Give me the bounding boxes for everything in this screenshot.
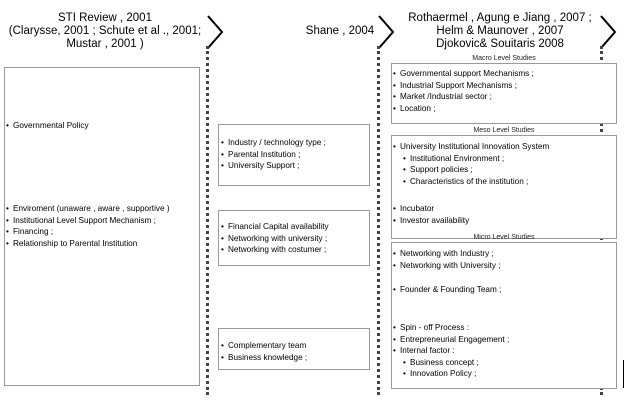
list-item: • Enviroment (unaware , aware , supportive ) [6,203,170,215]
list-item: • Governmental Policy [6,120,89,132]
micro-content-3 [393,322,509,380]
header-col2-line1: Shane , 2004 [305,25,375,37]
list-item: • Entrepreneurial Engagement ; [393,334,509,346]
column-separator [377,46,380,395]
list-item: • Networking with costumer ; [221,244,329,256]
list-item: • University Institutional Innovation System [393,141,549,153]
micro-content [393,248,501,271]
header-col1 [0,12,210,51]
header-col1-line1: STI Review , 2001 [58,12,152,24]
header-col3-line1: Rothaermel , Agung e Jiang , 2007 ; [408,12,592,24]
col1-group1 [6,120,89,132]
list-item: • Industrial Support Mechanisms ; [393,80,534,92]
list-subitem: • Support policies ; [393,164,549,176]
list-item: • Founder & Founding Team ; [393,284,501,296]
col2-box-1-content [221,137,326,172]
list-item: • Internal factor : [393,345,509,357]
list-subitem: • Institutional Environment ; [393,153,549,165]
header-col1-line3: Mustar , 2001 ) [66,38,144,50]
list-item: • Incubator [393,203,469,215]
list-item: • Location ; [393,103,534,115]
micro-label: Micro Level Studies [473,234,535,241]
header-col3-line2: Helm & Maunover , 2007 [436,25,564,37]
list-item: • Investor availability [393,215,469,227]
list-item: • Networking with Industry ; [393,248,501,260]
list-subitem: • Innovation Policy ; [393,368,509,380]
col1-group2 [6,203,170,249]
list-item: • Financial Capital availability [221,221,329,233]
list-item: • Institutional Level Support Mechanism ; [6,215,170,227]
list-subitem: • Characteristics of the institution ; [393,176,549,188]
cursor-mark [623,360,624,388]
header-col3 [400,12,600,51]
micro-content-2 [393,284,501,296]
chevron-right-icon [598,14,618,50]
list-item: • University Support ; [221,160,326,172]
meso-content-2 [393,203,469,226]
col2-box-2-content [221,221,329,256]
list-item: • Industry / technology type ; [221,137,326,149]
column-separator [206,46,209,395]
list-item: • Financing ; [6,226,170,238]
list-item: • Governmental support Mechanisms ; [393,68,534,80]
macro-label: Macro Level Studies [472,55,536,62]
list-subitem: • Business concept ; [393,357,509,369]
meso-label: Meso Level Studies [473,127,535,134]
list-item: • Market /Industrial sector ; [393,91,534,103]
list-item: • Networking with University ; [393,260,501,272]
col2-box-3-content [221,340,307,363]
list-item: • Spin - off Process : [393,322,509,334]
macro-content [393,68,534,114]
chevron-right-icon [205,14,225,50]
list-item: • Parental Institution ; [221,149,326,161]
list-item: • Relationship to Parental Institution [6,238,170,250]
list-item: • Networking with university ; [221,233,329,245]
header-col1-line2: (Clarysse, 2001 ; Schute et al ., 2001; [8,25,202,37]
header-col3-line3: Djokovic& Souitaris 2008 [436,38,564,50]
meso-content [393,141,549,187]
chevron-right-icon [376,14,396,50]
list-item: • Complementary team [221,340,307,352]
list-item: • Business knowledge ; [221,352,307,364]
